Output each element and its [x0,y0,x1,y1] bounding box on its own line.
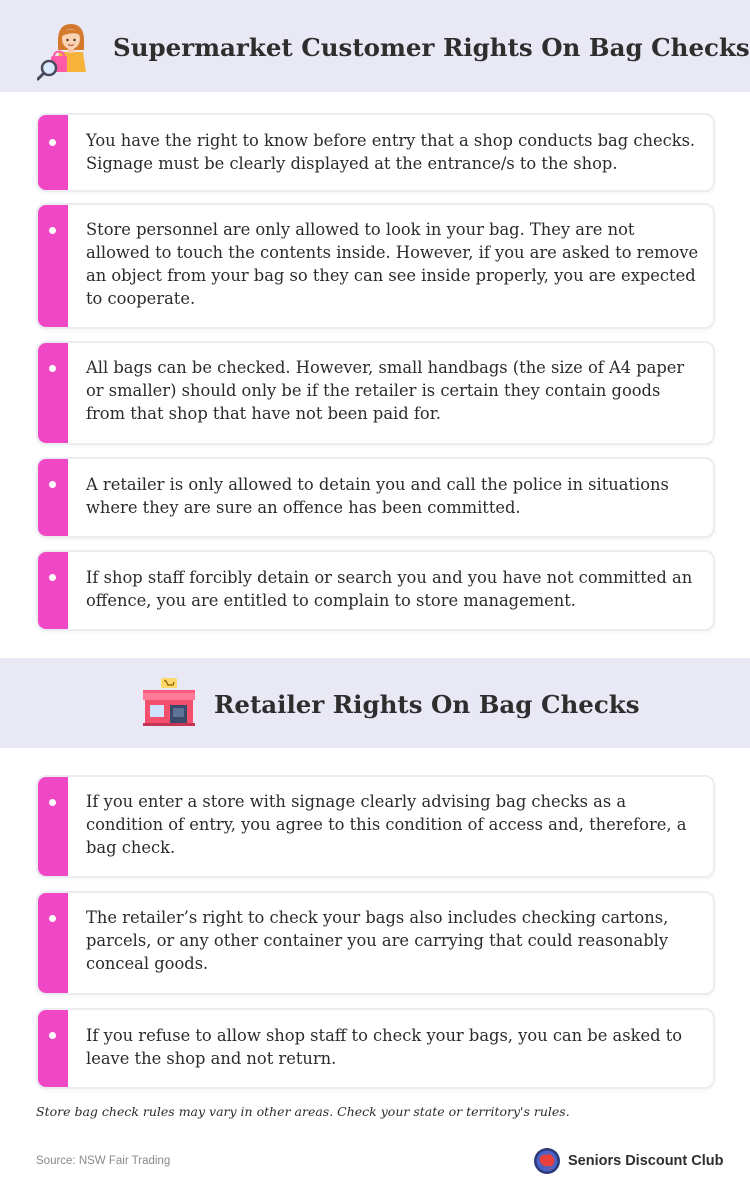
accent-bar [38,777,68,876]
bullet-icon [49,227,56,234]
accent-bar [38,343,68,443]
list-item [36,1008,715,1089]
list-item-text: If you enter a store with signage clearly advising bag checks as a condition of entry, you agree to this condition of access and, therefore, a bag check. [86,792,687,857]
bullet-icon [49,799,56,806]
list-item [36,891,715,995]
accent-bar [38,1010,68,1087]
storefront-icon [143,678,195,730]
customer-rights-header [0,0,750,92]
accent-bar [38,893,68,993]
bullet-icon [49,365,56,372]
list-item [36,203,715,329]
list-item-text: If shop staff forcibly detain or search you and you have not committed an offence, you are entitled to complain to store management. [86,568,693,610]
person-with-magnifier-icon [37,16,103,86]
brand-logo [533,1147,724,1175]
list-item-text: Store personnel are only allowed to look in your bag. They are not allowed to touch the contents inside. However, if you are asked to remove an object from your bag so they can see inside properly, you are expected to cooperate. [86,220,699,308]
bullet-icon [49,481,56,488]
list-item-text: A retailer is only allowed to detain you and call the police in situations where they are sure an offence has been committed. [86,475,669,517]
list-item-text: If you refuse to allow shop staff to check your bags, you can be asked to leave the shop and not return. [86,1026,683,1068]
footnote: Store bag check rules may vary in other areas. Check your state or territory's rules. [36,1104,570,1119]
retailer-rights-header [0,658,750,748]
source-credit: Source: NSW Fair Trading [36,1155,171,1167]
accent-bar [38,205,68,327]
accent-bar [38,552,68,629]
section-title: Retailer Rights On Bag Checks [214,690,640,719]
accent-bar [38,459,68,536]
list-item [36,113,715,192]
bullet-icon [49,139,56,146]
section-title: Supermarket Customer Rights On Bag Checks [113,33,750,62]
list-item [36,775,715,878]
bullet-icon [49,1032,56,1039]
list-item-text: The retailer’s right to check your bags also includes checking cartons, parcels, or any other container you are carrying that could reasonably conceal goods. [86,908,669,973]
bullet-icon [49,574,56,581]
australia-globe-logo-icon [533,1147,561,1175]
list-item-text: All bags can be checked. However, small handbags (the size of A4 paper or smaller) should only be if the retailer is certain they contain goods from that shop that have not been paid for. [86,358,685,423]
brand-name: Seniors Discount Club [568,1153,724,1169]
list-item [36,550,715,631]
bullet-icon [49,915,56,922]
list-item [36,341,715,445]
list-item [36,457,715,538]
list-item-text: You have the right to know before entry that a shop conducts bag checks. Signage must be clearly displayed at the entrance/s to the shop. [86,131,696,173]
accent-bar [38,115,68,190]
